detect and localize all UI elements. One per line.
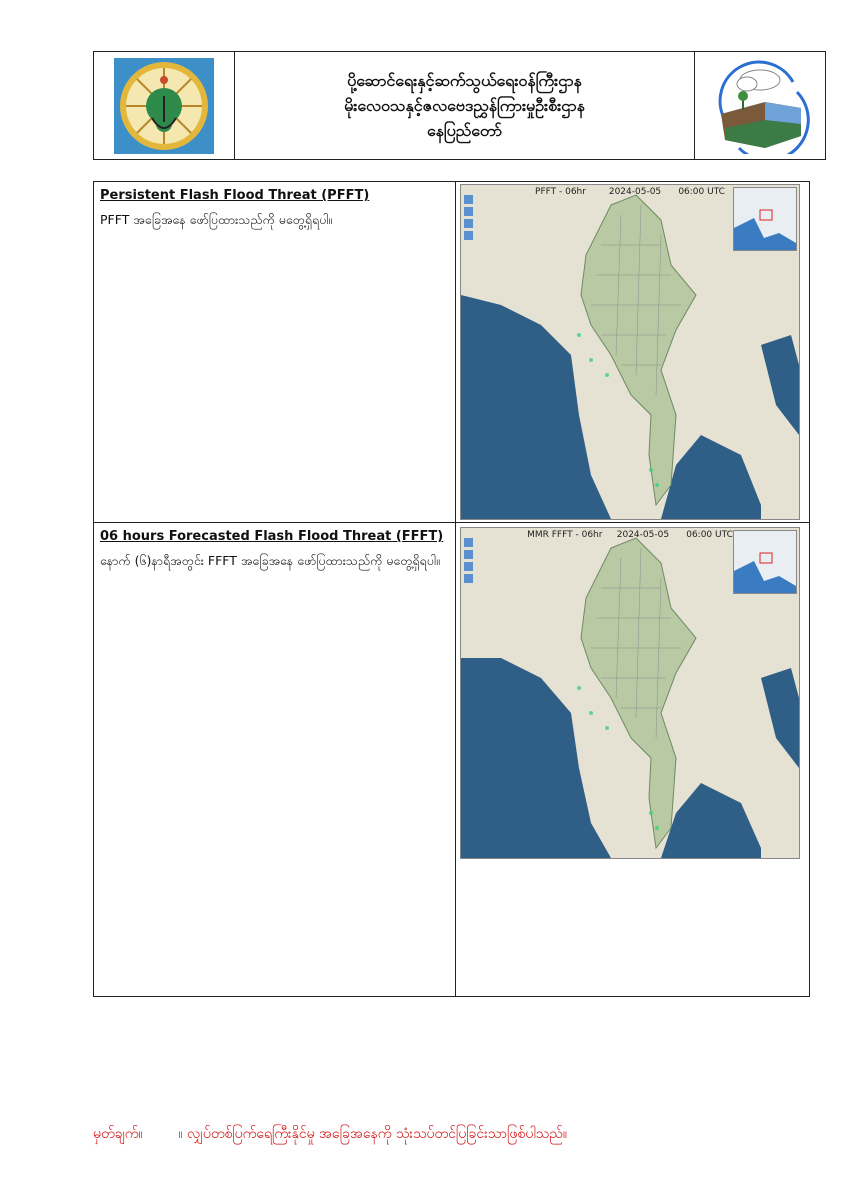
footer-note [93, 1124, 567, 1145]
department-emblem [94, 52, 235, 159]
header-title-line-1: ပို့ဆောင်ရေးနှင့်ဆက်သွယ်ရေးဝန်ကြီးဌာန [347, 71, 582, 90]
document-header [93, 51, 826, 160]
ffft-text-cell [94, 523, 456, 996]
pfft-map-inset [733, 187, 797, 251]
ffft-map-title: MMR FFFT - 06hr 2024-05-05 06:00 UTC [527, 530, 733, 540]
zoom-control[interactable] [464, 538, 473, 638]
footer-note-text: ။ လျှပ်တစ်ပြက်ရေကြီးနိုင်မှု အခြေအနေကို သုံးသပ်တင်ပြခြင်းသာဖြစ်ပါသည်။ [178, 1126, 567, 1142]
pfft-text-cell [94, 182, 456, 522]
footer-note-label: မှတ်ချက်။ [93, 1126, 143, 1142]
ffft-map-inset [733, 530, 797, 594]
header-title-line-2: မိုးလေဝသနှင့်ဇလဗေဒညွှန်ကြားမှုဦးစီးဌာန [344, 96, 585, 115]
pfft-section-title: Persistent Flash Flood Threat (PFFT) [100, 188, 370, 203]
ffft-section-title: 06 hours Forecasted Flash Flood Threat (FFFT) [100, 529, 444, 544]
ffft-section-body: နောက် (၆)နာရီအတွင်း FFFT အခြေအနေ ဖော်ပြထားသည်ကို မတွေ့ရှိရပါ။ [100, 553, 440, 568]
department-emblem-icon [112, 56, 216, 156]
table-row [94, 523, 809, 996]
zoom-control[interactable] [464, 195, 473, 295]
water-cycle-icon [705, 58, 815, 154]
pfft-section-body: PFFT အခြေအနေ ဖော်ပြထားသည်ကို မတွေ့ရှိရပါ။ [100, 212, 333, 227]
pfft-map-title: PFFT - 06hr 2024-05-05 06:00 UTC [535, 187, 725, 197]
header-title-line-3: နေပြည်တော် [426, 121, 503, 140]
threat-table [93, 181, 810, 997]
ffft-map-image [460, 527, 800, 859]
hydrological-cycle-logo [694, 52, 825, 159]
table-row [94, 182, 809, 523]
header-title [235, 52, 694, 159]
pfft-map-image [460, 184, 800, 520]
